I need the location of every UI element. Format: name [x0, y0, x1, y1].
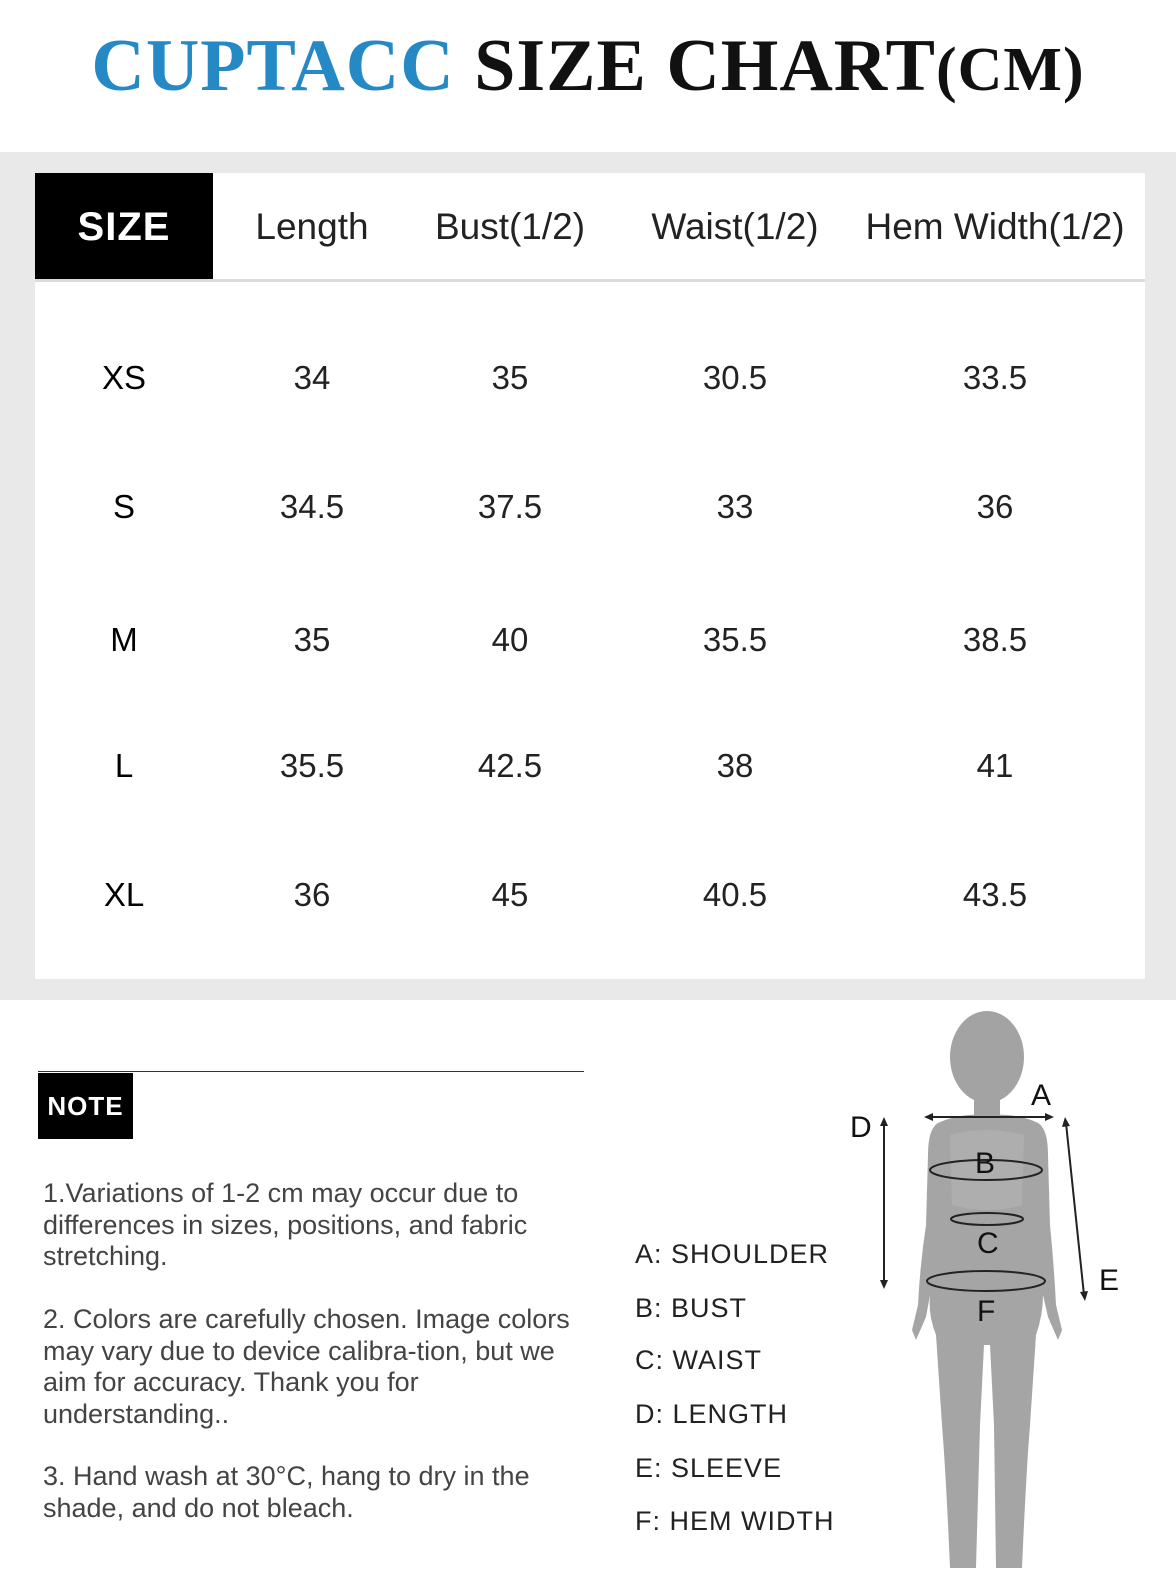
cell-waist: 35.5: [702, 621, 768, 658]
figure-label-e: E: [1099, 1264, 1120, 1297]
cell-bust: 40: [491, 621, 529, 658]
cell-bust: 42.5: [477, 747, 543, 784]
figure-label-b: B: [975, 1147, 996, 1180]
cell-waist: 33: [716, 488, 754, 525]
note-item-3: 3. Hand wash at 30°C, hang to dry in the shade, and do not bleach.: [43, 1461, 530, 1523]
cell-length: 34.5: [279, 488, 345, 525]
note-badge: NOTE: [38, 1073, 133, 1139]
cell-hem-width: 41: [976, 747, 1014, 784]
cell-bust: 37.5: [477, 488, 543, 525]
figure-label-f: F: [977, 1295, 996, 1328]
size-table: [35, 173, 1145, 979]
body-measurement-figure: [840, 1005, 1170, 1568]
header-waist: Waist(1/2): [651, 206, 819, 247]
table-row: [35, 348, 1145, 408]
table-row: [35, 865, 1145, 925]
header-bust: Bust(1/2): [434, 206, 586, 247]
cell-hem-width: 36: [976, 488, 1014, 525]
legend-item-hem-width: F: HEM WIDTH: [635, 1506, 835, 1536]
brand-name: CUPTACC: [91, 25, 455, 107]
note-divider: [38, 1071, 584, 1072]
cell-hem-width: 38.5: [962, 621, 1028, 658]
cell-bust: 35: [491, 359, 529, 396]
figure-label-c: C: [977, 1227, 999, 1260]
mannequin-icon: [840, 1005, 1170, 1568]
figure-label-d: D: [850, 1111, 872, 1144]
cell-size: L: [114, 747, 134, 784]
cell-hem-width: 33.5: [962, 359, 1028, 396]
cell-length: 34: [293, 359, 331, 396]
cell-size: S: [112, 488, 135, 525]
table-row: [35, 477, 1145, 537]
cell-size: XS: [101, 359, 147, 396]
header-length: Length: [255, 206, 369, 247]
title-unit: (CM): [936, 36, 1085, 104]
cell-length: 36: [293, 876, 331, 913]
legend-item-shoulder: A: SHOULDER: [635, 1239, 830, 1269]
legend-item-bust: B: BUST: [635, 1293, 748, 1323]
header-hem-width: Hem Width(1/2): [865, 206, 1125, 247]
header-size: SIZE: [35, 173, 213, 279]
title-main: SIZE CHART: [454, 25, 936, 107]
figure-label-a: A: [1031, 1079, 1052, 1112]
cell-hem-width: 43.5: [962, 876, 1028, 913]
legend-item-sleeve: E: SLEEVE: [635, 1453, 783, 1483]
cell-size: M: [110, 621, 138, 658]
table-header-row: [35, 173, 1145, 282]
page-title: [0, 24, 1176, 109]
cell-bust: 45: [491, 876, 529, 913]
note-item-1: 1.Variations of 1-2 cm may occur due to differences in sizes, positions, and fabric stretching.: [43, 1178, 528, 1271]
legend-item-waist: C: WAIST: [635, 1345, 762, 1375]
cell-length: 35.5: [279, 747, 345, 784]
cell-size: XL: [103, 876, 145, 913]
cell-waist: 40.5: [702, 876, 768, 913]
cell-waist: 30.5: [702, 359, 768, 396]
table-row: [35, 736, 1145, 796]
note-item-2: 2. Colors are carefully chosen. Image colors may vary due to device calibra-tion, but we aim for accuracy. Thank you for understanding..: [43, 1304, 570, 1429]
cell-length: 35: [293, 621, 331, 658]
cell-waist: 38: [716, 747, 754, 784]
table-row: [35, 610, 1145, 670]
legend-item-length: D: LENGTH: [635, 1399, 789, 1429]
